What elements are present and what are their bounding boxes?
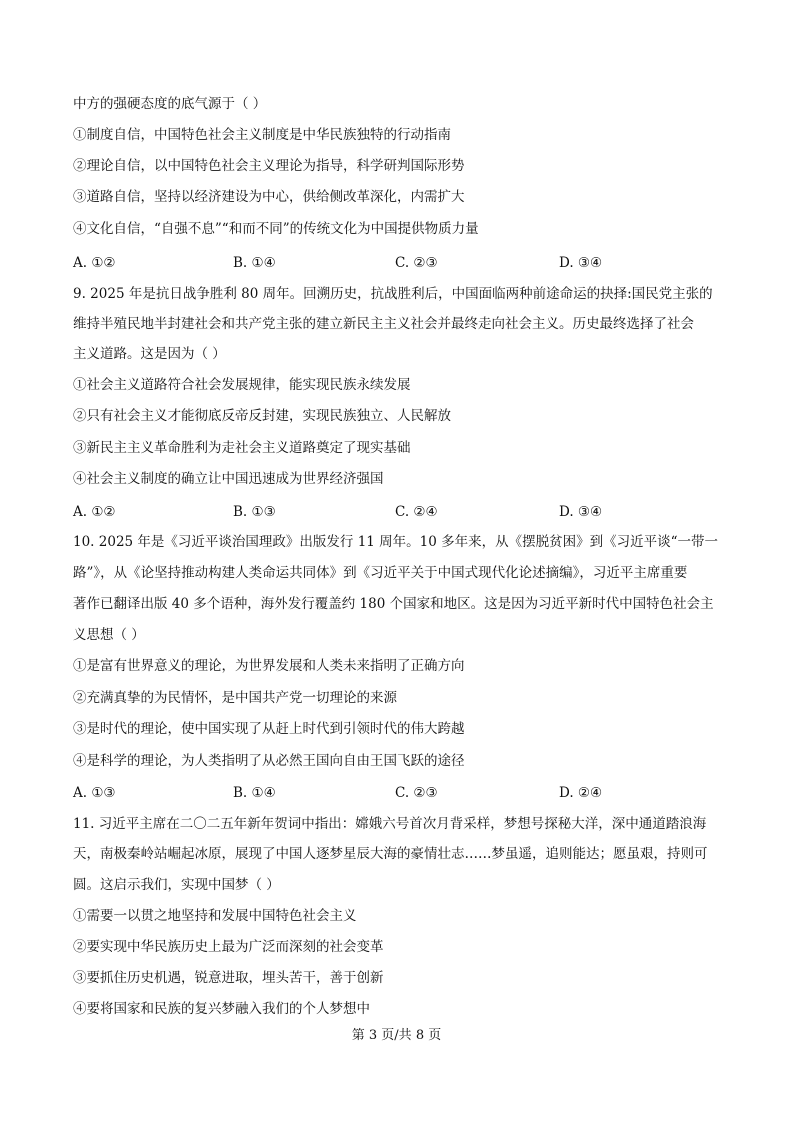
q8-option-d: D. ③④ <box>559 255 603 271</box>
q11-stem-line-1: 11. 习近平主席在二〇二五年新年贺词中指出：嫦娥六号首次月背采样，梦想号探秘大洋，深中通道踏浪海 <box>73 816 707 832</box>
q9-statement-4: ④社会主义制度的确立让中国迅速成为世界经济强国 <box>73 471 384 487</box>
q9-option-a: A. ①② <box>73 504 116 520</box>
q9-stem-line-1: 9. 2025 年是抗日战争胜利 80 周年。回溯历史，抗战胜利后，中国面临两种前途命运的抉择:国民党主张的 <box>73 286 713 302</box>
q11-statement-4: ④要将国家和民族的复兴梦融入我们的个人梦想中 <box>73 1001 370 1017</box>
q9-statement-1: ①社会主义道路符合社会发展规律，能实现民族永续发展 <box>73 377 411 393</box>
q8-stem-tail: 中方的强硬态度的底气源于（ ） <box>73 96 267 112</box>
page-footer: 第 3 页/共 8 页 <box>351 1028 442 1043</box>
q10-stem-line-4: 义思想（ ） <box>73 627 145 643</box>
q10-options <box>73 783 723 803</box>
q10-stem-line-2: 路”》，从《论坚持推动构建人类命运共同体》到《习近平关于中国式现代化论述摘编》，习近平主席重要 <box>73 565 688 581</box>
q11-stem-line-2: 天，南极秦岭站崛起冰原，展现了中国人逐梦星辰大海的豪情壮志……梦虽遥，追则能达；愿虽艰，持则可 <box>73 846 708 862</box>
q8-statement-2: ②理论自信，以中国特色社会主义理论为指导，科学研判国际形势 <box>73 158 465 174</box>
q10-statement-2: ②充满真挚的为民情怀，是中国共产党一切理论的来源 <box>73 690 397 706</box>
q8-option-c: C. ②③ <box>395 255 438 271</box>
q9-stem-line-2: 维持半殖民地半封建社会和共产党主张的建立新民主主义社会并最终走向社会主义。历史最终选择了社会 <box>73 316 694 332</box>
q10-option-b: B. ①④ <box>233 785 276 801</box>
q8-option-b: B. ①④ <box>233 255 276 271</box>
q10-statement-4: ④是科学的理论，为人类指明了从必然王国向自由王国飞跃的途径 <box>73 753 465 769</box>
q11-statement-2: ②要实现中华民族历史上最为广泛而深刻的社会变革 <box>73 939 384 955</box>
q10-stem-line-1: 10. 2025 年是《习近平谈治国理政》出版发行 11 周年。10 多年来，从《摆脱贫困》到《习近平谈“一带一 <box>73 534 719 550</box>
q8-statement-1: ①制度自信，中国特色社会主义制度是中华民族独特的行动指南 <box>73 127 451 143</box>
q9-option-d: D. ③④ <box>559 504 603 520</box>
q10-statement-3: ③是时代的理论，使中国实现了从赶上时代到引领时代的伟大跨越 <box>73 721 465 737</box>
q9-option-c: C. ②④ <box>395 504 438 520</box>
q9-statement-2: ②只有社会主义才能彻底反帝反封建，实现民族独立、人民解放 <box>73 408 451 424</box>
q11-stem-line-3: 圆。这启示我们，实现中国梦（ ） <box>73 877 280 893</box>
q10-statement-1: ①是富有世界意义的理论，为世界发展和人类未来指明了正确方向 <box>73 658 465 674</box>
q9-statement-3: ③新民主主义革命胜利为走社会主义道路奠定了现实基础 <box>73 440 411 456</box>
q9-option-b: B. ①③ <box>233 504 276 520</box>
q8-options <box>73 253 723 273</box>
q8-option-a: A. ①② <box>73 255 116 271</box>
q8-statement-4: ④文化自信，“自强不息”“和而不同”的传统文化为中国提供物质力量 <box>73 221 479 237</box>
q11-statement-1: ①需要一以贯之地坚持和发展中国特色社会主义 <box>73 908 357 924</box>
q9-options <box>73 502 723 522</box>
q10-option-c: C. ②③ <box>395 785 438 801</box>
q10-option-a: A. ①③ <box>73 785 116 801</box>
q8-statement-3: ③道路自信，坚持以经济建设为中心，供给侧改革深化，内需扩大 <box>73 189 465 205</box>
q9-stem-line-3: 主义道路。这是因为（ ） <box>73 346 226 362</box>
q10-stem-line-3: 著作已翻译出版 40 多个语种，海外发行覆盖约 180 个国家和地区。这是因为习近平新时代中国特色社会主 <box>73 596 714 612</box>
q10-option-d: D. ②④ <box>559 785 603 801</box>
q11-statement-3: ③要抓住历史机遇，锐意进取，埋头苦干，善于创新 <box>73 970 384 986</box>
